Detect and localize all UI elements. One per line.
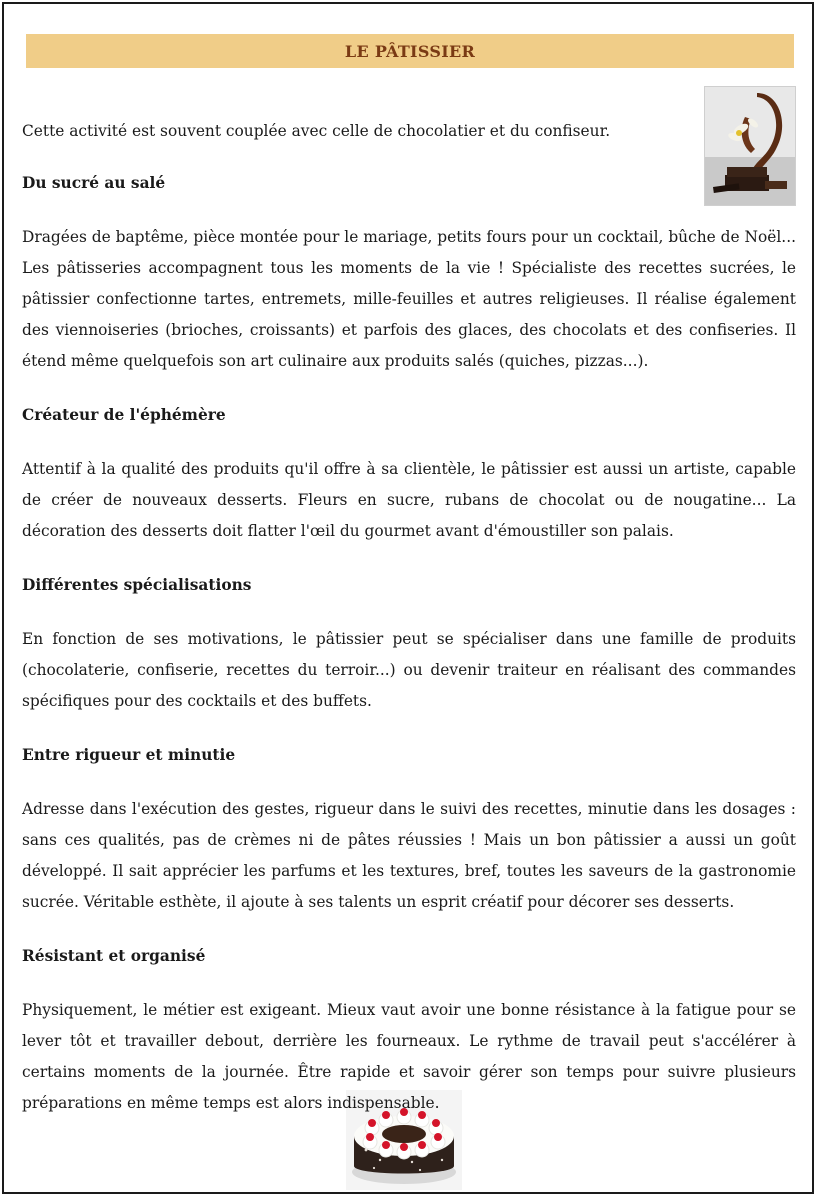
section-heading: Entre rigueur et minutie — [22, 746, 236, 764]
section-heading: Créateur de l'éphémère — [22, 406, 226, 424]
document-frame — [2, 2, 814, 1194]
section-body: Attentif à la qualité des produits qu'il offre à sa clientèle, le pâtissier est aussi un artiste, capable de créer de nouveaux desserts. Fleurs en sucre, rubans de chocolat ou de nougatine... La décoration des desserts doit flatter l'œil du gourmet avant d'émoustiller son palais. — [22, 460, 796, 540]
title-banner — [26, 34, 794, 68]
section-heading: Du sucré au salé — [22, 174, 166, 192]
section-body: Physiquement, le métier est exigeant. Mieux vaut avoir une bonne résistance à la fatigue pour se lever tôt et travailler debout, derrière les fourneaux. Le rythme de travail peut s'accélérer à certains moments de la journée. Être rapide et savoir gérer son temps pour suivre plusieurs préparations en même temps est alors indispensable. — [22, 1001, 796, 1112]
section-body: En fonction de ses motivations, le pâtissier peut se spécialiser dans une famille de produits (chocolaterie, confiserie, recettes du terroir...) ou devenir traiteur en réalisant des commandes spécifiques pour des cocktails et des buffets. — [22, 630, 796, 710]
page-title: LE PÂTISSIER — [344, 41, 476, 61]
section-body: Dragées de baptême, pièce montée pour le mariage, petits fours pour un cocktail, bûche de Noël... Les pâtisseries accompagnent tous les moments de la vie ! Spécialiste des recettes sucrées, le pâtissier confectionne tartes, entremets, mille-feuilles et autres religieuses. Il réalise également des viennoiseries (brioches, croissants) et parfois des glaces, des chocolats et des confiseries. Il étend même quelquefois son art culinaire aux produits salés (quiches, pizzas...). — [22, 228, 796, 370]
intro-paragraph: Cette activité est souvent couplée avec celle de chocolatier et du confiseur. — [22, 122, 611, 140]
section-body: Adresse dans l'exécution des gestes, rigueur dans le suivi des recettes, minutie dans les dosages : sans ces qualités, pas de crèmes ni de pâtes réussies ! Mais un bon pâtissier a aussi un goût développé. Il sait apprécier les parfums et les textures, bref, toutes les saveurs de la gastronomie sucrée. Véritable esthète, il ajoute à ses talents un esprit créatif pour décorer ses desserts. — [22, 800, 796, 911]
section-heading: Résistant et organisé — [22, 947, 206, 965]
article-body — [22, 116, 796, 1119]
section-heading: Différentes spécialisations — [22, 576, 252, 594]
